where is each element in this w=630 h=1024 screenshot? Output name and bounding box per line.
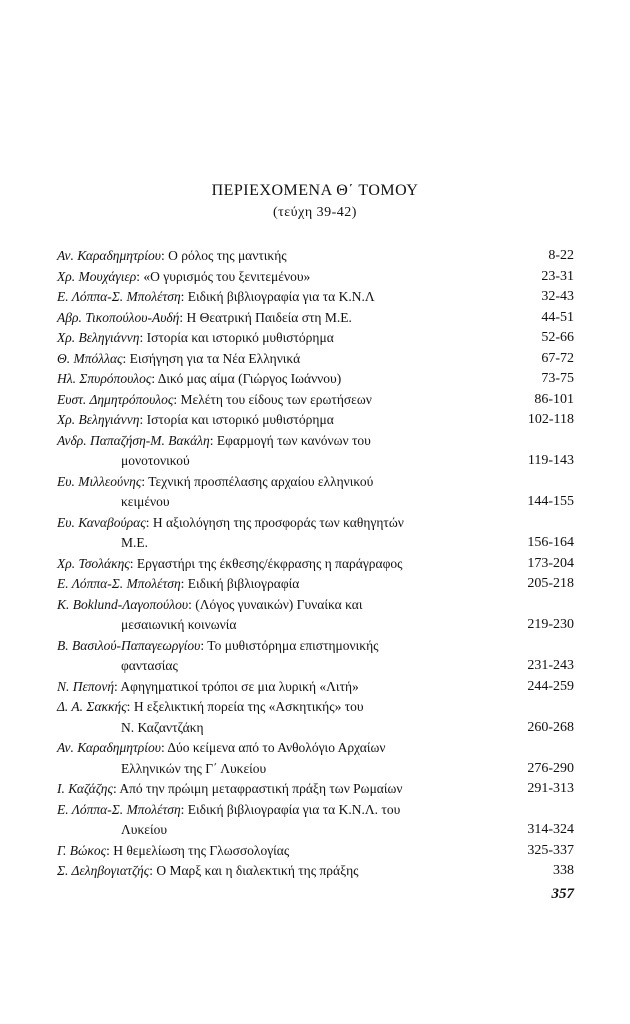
entry-pages: 244-259 <box>527 678 574 694</box>
toc-entry-text <box>57 697 527 738</box>
entry-author: Ευστ. Δημητρόπουλος <box>57 391 174 407</box>
toc-entry <box>57 697 574 738</box>
entry-author: Χρ. Τσολάκης <box>57 555 130 571</box>
entry-pages: 73-75 <box>541 371 574 386</box>
entry-author: Β. Βασιλού-Παπαγεωργίου <box>57 637 201 653</box>
entry-author: Χρ. Μουχάγιερ <box>57 268 137 284</box>
entry-pages: 276-290 <box>527 760 574 776</box>
entry-title: Εισήγηση για τα Νέα Ελληνικά <box>129 350 301 366</box>
toc-entry-text <box>57 779 527 800</box>
entry-title: Ο Μαρξ και η διαλεκτική της πράξης <box>156 863 359 878</box>
entry-author: Ευ. Μιλλεούνης <box>57 473 142 489</box>
author-separator: : <box>180 576 188 591</box>
toc-entry-text <box>57 554 527 575</box>
author-separator: : <box>139 330 147 345</box>
toc-entry-text <box>57 410 528 431</box>
author-separator: : <box>160 248 169 263</box>
entry-author: Ευ. Καναβούρας <box>57 514 146 530</box>
entry-pages: 173-204 <box>527 555 574 571</box>
page-title: ΠΕΡΙΕΧΟΜΕΝΑ Θ΄ ΤΟΜΟΥ <box>211 182 419 199</box>
toc-entry-text <box>57 595 527 636</box>
entry-title: Η εξελικτική πορεία της «Ασκητικής» του <box>133 699 364 714</box>
author-separator: : <box>180 289 188 304</box>
toc-entry <box>57 349 574 370</box>
entry-title: Ειδική βιβλιογραφία <box>187 576 300 591</box>
entry-pages: 119-143 <box>527 453 574 468</box>
entry-author: Ν. Πεπονή <box>57 678 115 694</box>
entry-author: Ε. Λόππα-Σ. Μπολέτση <box>57 801 181 817</box>
toc-entry-text <box>57 841 527 862</box>
entry-pages: 338 <box>553 863 574 878</box>
toc-entry-text <box>57 677 527 698</box>
page-subtitle: (τεύχη 39-42) <box>273 205 357 220</box>
entry-title-continuation: Μ.Ε. <box>121 535 148 550</box>
toc-entry <box>57 677 574 698</box>
author-separator: : <box>145 514 153 530</box>
toc-entry <box>57 267 574 288</box>
entry-title-continuation: Λυκείου <box>121 822 168 837</box>
toc-entry <box>57 369 574 390</box>
entry-pages: 86-101 <box>534 391 574 407</box>
entry-author: Γ. Βώκος <box>57 842 107 858</box>
entry-pages: 291-313 <box>527 781 574 796</box>
toc-entry <box>57 246 574 267</box>
toc-entry <box>57 779 574 800</box>
entry-title: Η θεμελίωση της Γλωσσολογίας <box>113 842 290 858</box>
toc-entry-text <box>57 800 527 841</box>
page-number: 357 <box>551 886 574 902</box>
author-separator: : <box>136 268 144 284</box>
entry-pages: 102-118 <box>527 412 574 427</box>
entry-author: Σ. Δεληβογιατζής <box>57 863 150 878</box>
author-separator: : <box>126 699 134 714</box>
entry-pages: 52-66 <box>541 330 574 345</box>
entry-title-continuation: κειμένου <box>121 494 170 509</box>
entry-title-continuation: φαντασίας <box>121 658 178 673</box>
author-separator: : <box>129 555 137 571</box>
entry-author: Χρ. Βεληγιάννη <box>57 330 140 345</box>
entry-title: Δύο κείμενα από το Ανθολόγιο Αρχαίων <box>167 740 386 755</box>
entry-author: Χρ. Βεληγιάννη <box>57 412 140 427</box>
entry-title: Ιστορία και ιστορικό μυθιστόρημα <box>146 412 334 427</box>
entry-pages: 219-230 <box>527 617 574 632</box>
entry-title: (Λόγος γυναικών) Γυναίκα και <box>195 596 363 612</box>
author-separator: : <box>112 781 120 796</box>
entry-author: Κ. Boklund-Λαγοπούλου <box>57 596 189 612</box>
toc-entry <box>57 800 574 841</box>
entry-title-continuation: μονοτονικού <box>121 453 190 468</box>
toc-entry-text <box>57 431 528 472</box>
author-separator: : <box>188 596 196 612</box>
toc-entry-text <box>57 349 541 370</box>
entry-pages: 67-72 <box>541 350 574 366</box>
toc-entry <box>57 328 574 349</box>
entry-pages: 8-22 <box>548 248 574 263</box>
toc-entry <box>57 472 574 513</box>
entry-pages: 260-268 <box>527 719 574 735</box>
author-separator: : <box>114 678 121 694</box>
entry-pages: 325-337 <box>527 842 574 858</box>
toc-entry-text <box>57 308 541 329</box>
author-separator: : <box>180 801 188 817</box>
entry-title: Ειδική βιβλιογραφία για τα Κ.Ν.Λ. του <box>187 801 401 817</box>
toc-entry <box>57 554 574 575</box>
entry-title-continuation: Ελληνικών της Γ΄ Λυκείου <box>121 760 267 776</box>
author-separator: : <box>141 473 149 489</box>
entry-pages: 205-218 <box>527 576 574 591</box>
author-separator: : <box>151 371 158 386</box>
toc-entry <box>57 636 574 677</box>
entry-author: Ι. Καζάζης <box>57 781 113 796</box>
entry-title: Ο ρόλος της μαντικής <box>168 248 287 263</box>
toc-entry <box>57 390 574 411</box>
toc-entry <box>57 595 574 636</box>
entry-author: Αν. Καραδημητρίου <box>57 248 161 263</box>
entry-title: Τεχνική προσπέλασης αρχαίου ελληνικού <box>148 473 374 489</box>
toc-entry <box>57 513 574 554</box>
entry-title: Αφηγηματικοί τρόποι σε μια λυρική «Λιτή» <box>120 678 359 694</box>
toc-entry-text <box>57 472 527 513</box>
author-separator: : <box>209 432 217 448</box>
entry-pages: 23-31 <box>541 268 574 284</box>
toc-entry-text <box>57 574 527 595</box>
entry-author: Δ. Α. Σακκής <box>57 699 127 714</box>
toc-entry <box>57 431 574 472</box>
toc-entry-text <box>57 390 534 411</box>
entry-pages: 231-243 <box>527 658 574 673</box>
toc-entry-text <box>57 861 553 882</box>
toc-entry-text <box>57 513 527 554</box>
toc-entry <box>57 308 574 329</box>
toc-entry <box>57 287 574 308</box>
author-separator: : <box>173 391 181 407</box>
toc-entry <box>57 410 574 431</box>
author-separator: : <box>106 842 114 858</box>
entry-title: Εφαρμογή των κανόνων του <box>216 432 371 448</box>
author-separator: : <box>160 740 168 755</box>
toc-entry-text <box>57 328 541 349</box>
entry-author: Θ. Μπόλλας <box>57 350 123 366</box>
entry-author: Ηλ. Σπυρόπουλος <box>57 371 152 386</box>
toc-entry <box>57 841 574 862</box>
entry-pages: 32-43 <box>541 289 574 304</box>
entry-title: Η Θεατρική Παιδεία στη Μ.Ε. <box>186 309 352 325</box>
entry-pages: 156-164 <box>527 535 574 550</box>
author-separator: : <box>122 350 130 366</box>
entry-author: Ε. Λόππα-Σ. Μπολέτση <box>57 576 181 591</box>
entry-title: Ιστορία και ιστορικό μυθιστόρημα <box>146 330 334 345</box>
toc-entry-text <box>57 636 527 677</box>
entry-pages: 314-324 <box>527 822 574 837</box>
entry-title: Εργαστήρι της έκθεσης/έκφρασης η παράγραφος <box>136 555 403 571</box>
entry-title-continuation: Ν. Καζαντζάκη <box>121 719 204 735</box>
toc-entry-text <box>57 738 527 779</box>
toc-entry-text <box>57 369 541 390</box>
toc-entry-text <box>57 287 541 308</box>
entry-author: Ανδρ. Παπαζήση-Μ. Βακάλη <box>57 432 210 448</box>
entry-pages: 144-155 <box>527 494 574 509</box>
toc-entry-text <box>57 246 548 267</box>
entry-title: Δικό μας αίμα (Γιώργος Ιωάννου) <box>157 371 342 386</box>
entry-title-continuation: μεσαιωνική κοινωνία <box>121 617 237 632</box>
author-separator: : <box>179 309 187 325</box>
entry-author: Αβρ. Τικοπούλου-Αυδή <box>57 309 180 325</box>
table-of-contents <box>57 246 574 882</box>
entry-title: Ειδική βιβλιογραφία για τα Κ.Ν.Λ <box>187 289 375 304</box>
entry-author: Αν. Καραδημητρίου <box>57 740 161 755</box>
toc-entry <box>57 861 574 882</box>
entry-title: Η αξιολόγηση της προσφοράς των καθηγητών <box>152 514 404 530</box>
author-separator: : <box>139 412 147 427</box>
entry-title: «Ο γυρισμός του ξενιτεμένου» <box>143 268 311 284</box>
entry-title: Το μυθιστόρημα επιστημονικής <box>207 637 379 653</box>
author-separator: : <box>200 637 208 653</box>
toc-entry-text <box>57 267 541 288</box>
entry-author: Ε. Λόππα-Σ. Μπολέτση <box>57 289 181 304</box>
entry-title: Από την πρώιμη μεταφραστική πράξη των Ρωμαίων <box>119 781 403 796</box>
toc-entry <box>57 574 574 595</box>
entry-title: Μελέτη του είδους των ερωτήσεων <box>180 391 372 407</box>
toc-entry <box>57 738 574 779</box>
entry-pages: 44-51 <box>541 309 574 325</box>
author-separator: : <box>149 863 157 878</box>
